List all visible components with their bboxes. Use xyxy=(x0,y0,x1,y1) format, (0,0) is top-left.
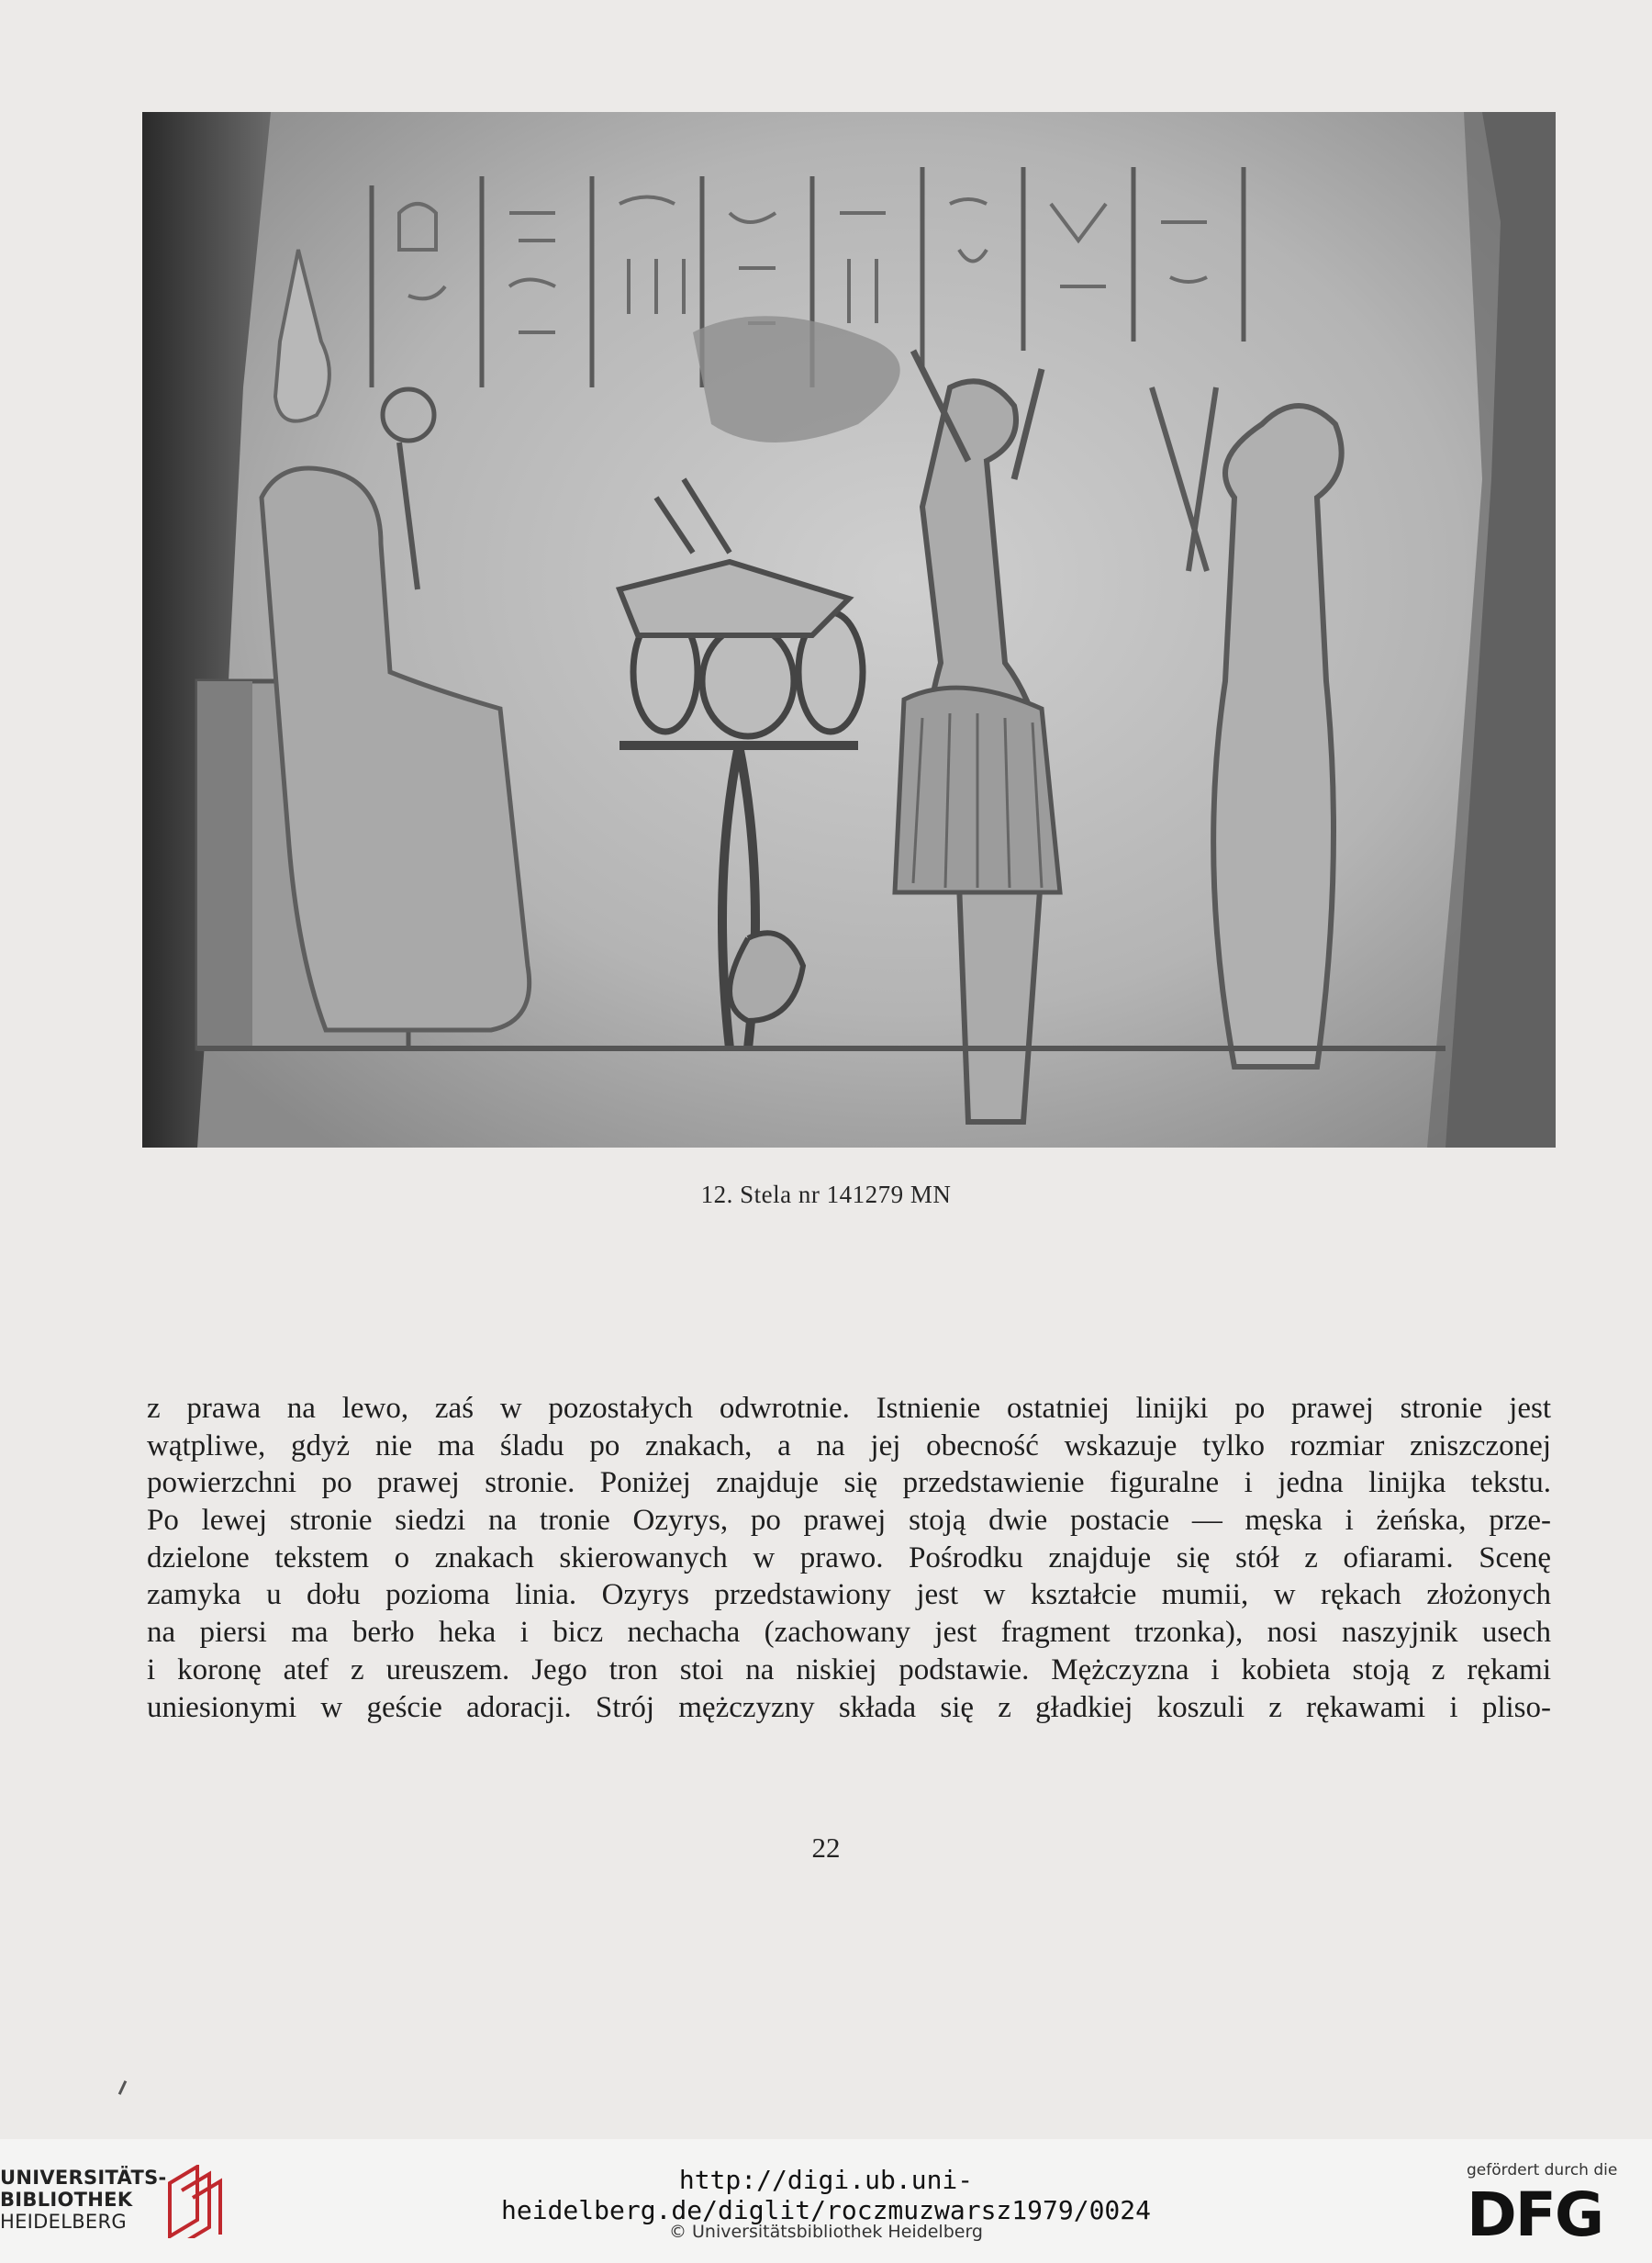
library-emblem-icon xyxy=(165,2165,229,2238)
digitization-footer xyxy=(0,2139,1652,2263)
document-url-link[interactable]: http://digi.ub.uni-heidelberg.de/diglit/roczmuzwarsz1979/0024 xyxy=(500,2165,1151,2225)
library-name-line: UNIVERSITÄTS- xyxy=(0,2167,167,2189)
text-line: zamyka u dołu pozioma linia. Ozyrys przedstawiony jest w kształcie mumii, w rękach złożonych xyxy=(147,1578,1551,1612)
stray-pencil-mark xyxy=(118,2080,127,2095)
library-logo[interactable] xyxy=(0,2165,239,2238)
copyright-notice: © Universitätsbibliothek Heidelberg xyxy=(668,2222,983,2242)
page-number: 22 xyxy=(811,1832,841,1864)
library-name-line: BIBLIOTHEK xyxy=(0,2189,133,2211)
text-line: Po lewej stronie siedzi na tronie Ozyrys, po prawej stoją dwie postacie — męska i żeńska, prze- xyxy=(147,1504,1551,1538)
text-line: na piersi ma berło heka i bicz nechacha (zachowany jest fragment trzonka), nosi naszyjnik usech xyxy=(147,1616,1551,1650)
text-line: uniesionymi w geście adoracji. Strój mężczyzny składa się z gładkiej koszuli z rękawami i pliso- xyxy=(147,1690,1551,1724)
funder-note: gefördert durch die xyxy=(1467,2161,1618,2179)
library-name-line: HEIDELBERG xyxy=(0,2211,127,2233)
stela-relief-image xyxy=(142,112,1556,1148)
dfg-logo: DFG xyxy=(1467,2179,1603,2250)
body-text xyxy=(147,1390,1551,1726)
figure-caption: 12. Stela nr 141279 MN xyxy=(700,1181,952,1208)
text-line: wątpliwe, gdyż nie ma śladu po znakach, a na jej obecność wskazuje tylko rozmiar zniszczonej xyxy=(147,1428,1551,1462)
text-line: powierzchni po prawej stronie. Poniżej znajduje się przedstawienie figuralne i jedna linijka tekstu. xyxy=(147,1466,1551,1500)
text-line: i koronę atef z ureuszem. Jego tron stoi na niskiej podstawie. Mężczyzna i kobieta stoją z rękami xyxy=(147,1652,1551,1686)
text-line: z prawa na lewo, zaś w pozostałych odwrotnie. Istnienie ostatniej linijki po prawej stronie jest xyxy=(147,1392,1551,1425)
funder-block[interactable] xyxy=(1467,2161,1641,2250)
text-line: dzielone tekstem o znakach skierowanych w prawo. Pośrodku znajduje się stół z ofiarami. Scenę xyxy=(147,1540,1551,1574)
stela-photograph xyxy=(142,112,1556,1148)
library-name xyxy=(0,2167,167,2233)
